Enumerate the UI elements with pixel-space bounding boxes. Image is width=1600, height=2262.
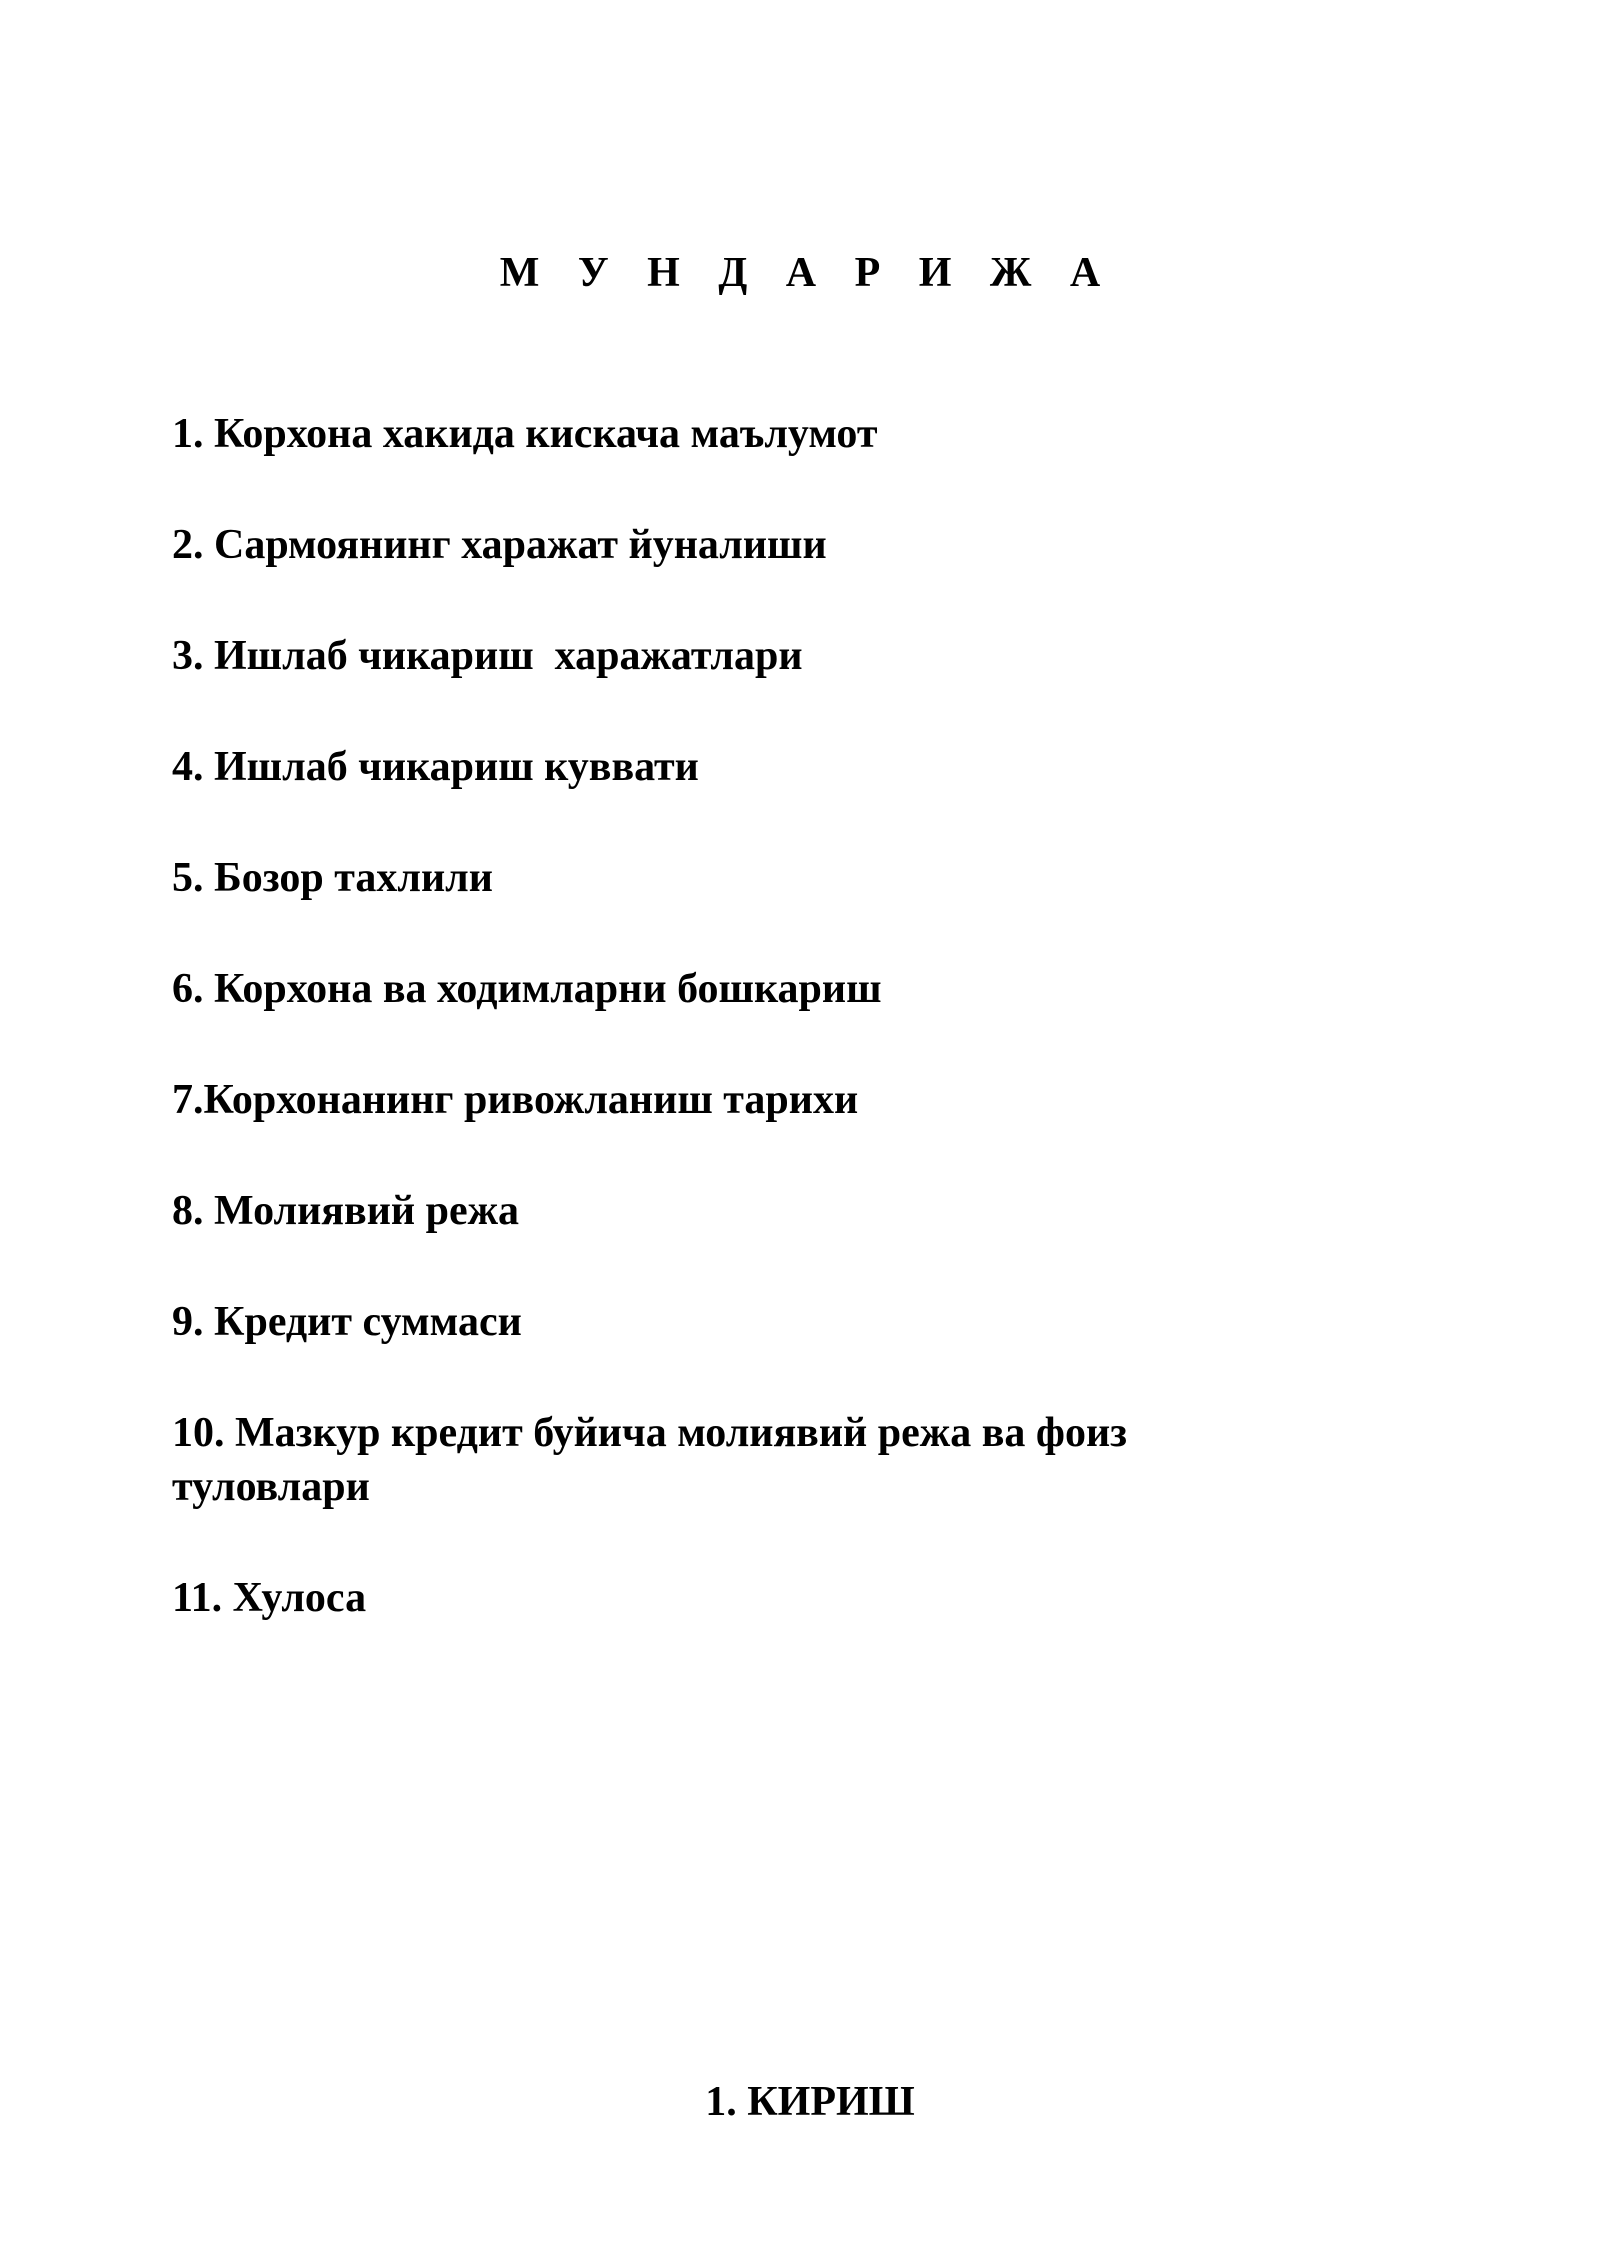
toc-item: 10. Мазкур кредит буйича молиявий режа ва фоиз туловлари — [172, 1410, 1128, 1510]
toc-item: 8. Молиявий режа — [172, 1188, 520, 1234]
toc-item: 6. Корхона ва ходимларни бошкариш — [172, 966, 882, 1012]
toc-item: 4. Ишлаб чикариш куввати — [172, 744, 699, 790]
toc-item: 3. Ишлаб чикариш харажатлари — [172, 633, 803, 679]
section-heading: 1. КИРИШ — [705, 2079, 915, 2125]
toc-item: 11. Хулоса — [172, 1575, 367, 1621]
table-of-contents — [172, 407, 1322, 1682]
toc-item: 2. Сармоянинг харажат йуналиши — [172, 522, 827, 568]
toc-item: 5. Бозор тахлили — [172, 855, 493, 901]
toc-title: М У Н Д А Р И Ж А — [499, 250, 1115, 296]
toc-item: 1. Корхона хакида кискача маълумот — [172, 411, 878, 457]
toc-item: 7.Корхонанинг ривожланиш тарихи — [172, 1077, 859, 1123]
toc-item: 9. Кредит суммаси — [172, 1299, 522, 1345]
